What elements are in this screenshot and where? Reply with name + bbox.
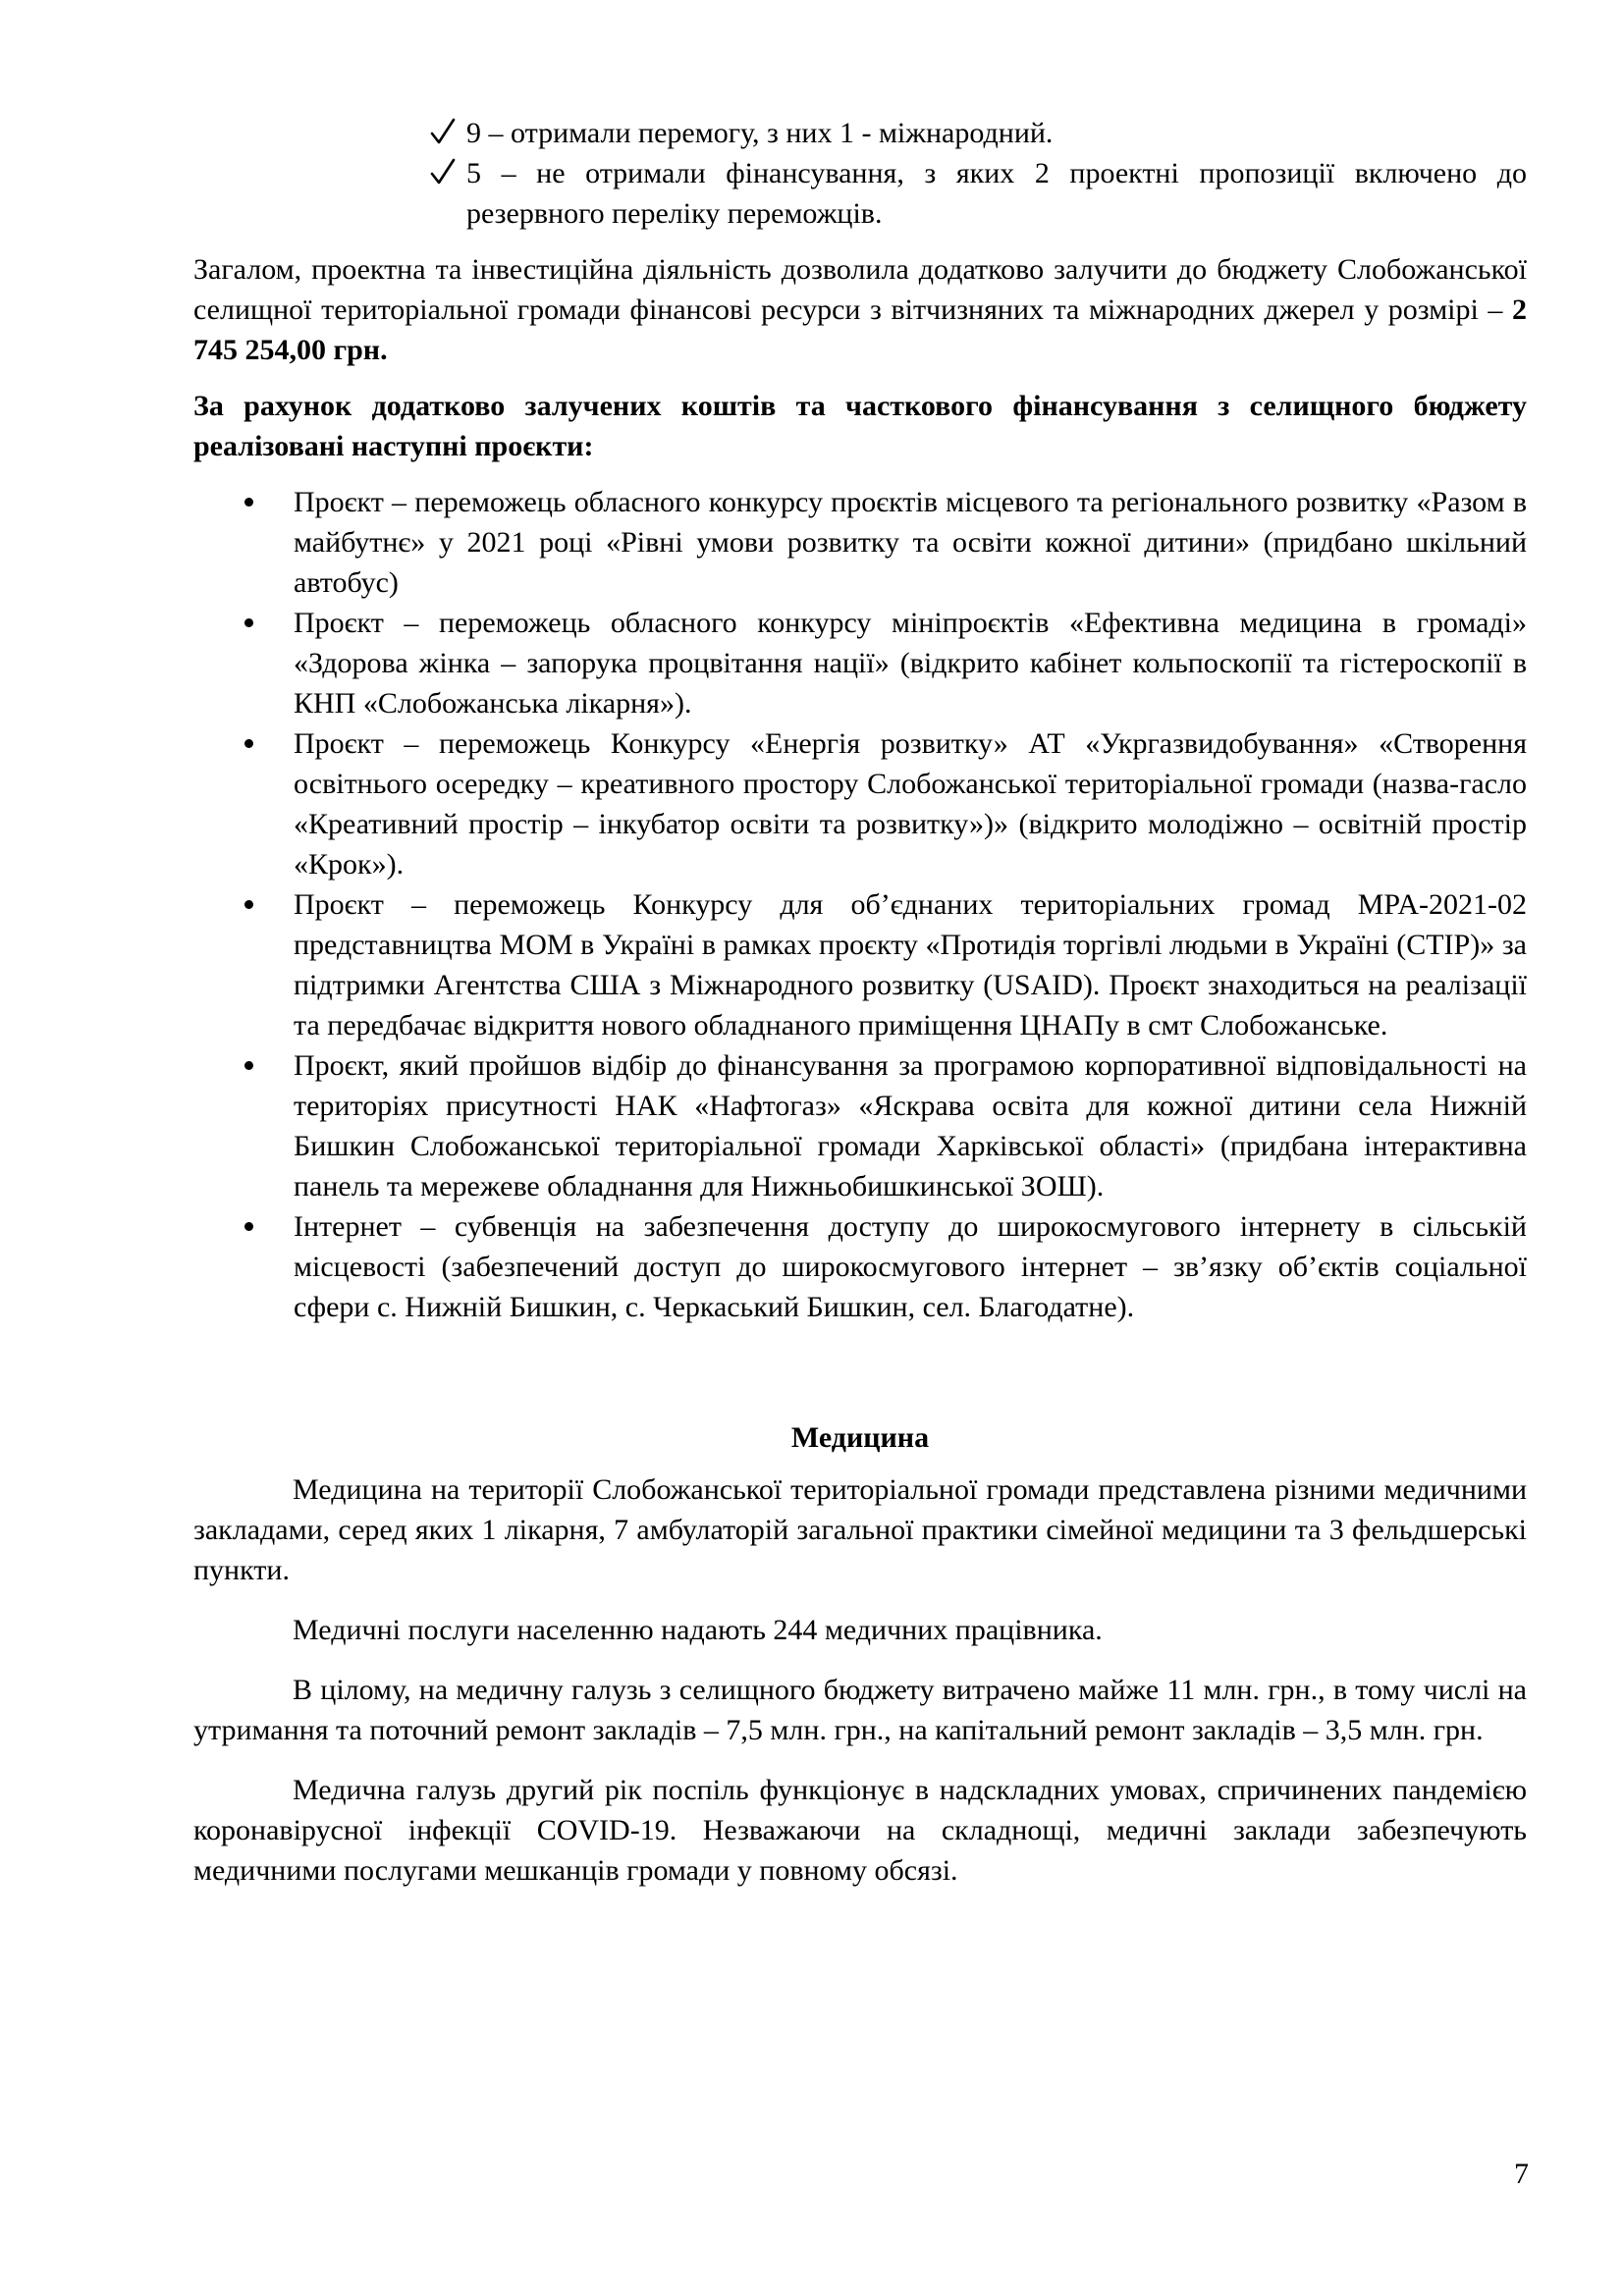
medicine-paragraph: Медична галузь другий рік поспіль функціонує в надскладних умовах, спричинених пандемією коронавірусної інфекції COVID-19. Незважаючи на складнощі, медичні заклади забезпечують медичними послугами мешканців громади у повному обсязі. <box>193 1774 1527 1887</box>
bullet-icon <box>244 900 253 909</box>
medicine-paragraph: Медицина на території Слобожанської територіальної громади представлена різними медичними закладами, серед яких 1 лікарня, 7 амбулаторій загальної практики сімейної медицини та 3 фельдшерські пункти. <box>193 1473 1527 1586</box>
project-item <box>193 884 1527 1045</box>
project-item-text: Проєкт, який пройшов відбір до фінансування за програмою корпоративної відповідальності на територіях присутності НАК «Нафтогаз» «Яскрава освіта для кожної дитини села Нижній Бишкин Слобожанської територіальної громади Харківської області» (придбана інтерактивна панель та мережеве обладнання для Нижньобишкинської ЗОШ). <box>294 1049 1527 1202</box>
summary-text: Загалом, проектна та інвестиційна діяльність дозволила додатково залучити до бюджету Слобожанської селищної територіальної громади фінансові ресурси з вітчизняних та міжнародних джерел у розмірі – <box>193 253 1527 326</box>
project-item-text: Інтернет – субвенція на забезпечення доступу до широкосмугового інтернету в сільській місцевості (забезпечений доступ до широкосмугового інтернет – зв’язку об’єктів соціальної сфери с. Нижній Бишкин, с. Черкаський Бишкин, сел. Благодатне). <box>294 1210 1527 1323</box>
checklist-item-text: 9 – отримали перемогу, з них 1 - міжнародний. <box>466 117 1054 149</box>
project-item <box>193 1045 1527 1206</box>
project-item-text: Проєкт – переможець Конкурсу «Енергія розвитку» АТ «Укргазвидобування» «Створення освітнього осередку – креативного простору Слобожанської територіальної громади (назва-гасло «Креативний простір – інкубатор освіти та розвитку»)» (відкрито молодіжно – освітній простір «Крок»). <box>294 727 1527 881</box>
page-number: 7 <box>1514 2158 1529 2190</box>
medicine-paragraph: Медичні послуги населенню надають 244 медичних працівника. <box>293 1614 1103 1646</box>
medicine-section-title: Медицина <box>790 1421 930 1454</box>
project-item-text: Проєкт – переможець обласного конкурсу мініпроєктів «Ефективна медицина в громаді» «Здорова жінка – запорука процвітання нації» (відкрито кабінет кольпоскопії та гістероскопії в КНП «Слобожанська лікарня»). <box>294 607 1527 720</box>
page-content <box>193 113 1527 1891</box>
project-item-text: Проєкт – переможець Конкурсу для об’єднаних територіальних громад MPA-2021-02 представництва МОМ в Україні в рамках проєкту «Протидія торгівлі людьми в Україні (CTIP)» за підтримки Агентства США з Міжнародного розвитку (USAID). Проєкт знаходиться на реалізації та передбачає відкриття нового обладнаного приміщення ЦНАПу в смт Слобожанське. <box>294 888 1527 1041</box>
project-item-text: Проєкт – переможець обласного конкурсу проєктів місцевого та регіонального розвитку «Разом в майбутнє» у 2021 році «Рівні умови розвитку та освіти кожної дитини» (придбано шкільний автобус) <box>294 486 1527 599</box>
summary-amount: 2 745 254,00 грн. <box>193 294 1527 366</box>
checkmark-icon <box>428 153 458 193</box>
checklist-item <box>193 153 1527 234</box>
bullet-icon <box>244 1222 253 1231</box>
checkmark-icon <box>428 113 458 153</box>
project-item <box>193 1206 1527 1327</box>
medicine-paragraph: В цілому, на медичну галузь з селищного бюджету витрачено майже 11 млн. грн., в тому числі на утримання та поточний ремонт закладів – 7,5 млн. грн., на капітальний ремонт закладів – 3,5 млн. грн. <box>193 1674 1527 1746</box>
bullet-icon <box>244 739 253 748</box>
project-item <box>193 603 1527 723</box>
projects-list <box>193 482 1527 1327</box>
projects-heading: За рахунок додатково залучених коштів та часткового фінансування з селищного бюджету реалізовані наступні проєкти: <box>193 390 1527 462</box>
project-item <box>193 482 1527 603</box>
summary-paragraph <box>193 249 1527 370</box>
bullet-icon <box>244 1061 253 1070</box>
checklist-item-text: 5 – не отримали фінансування, з яких 2 проектні пропозиції включено до резервного переліку переможців. <box>466 157 1527 230</box>
checklist-item <box>193 113 1527 153</box>
bullet-icon <box>244 498 253 507</box>
project-item <box>193 723 1527 884</box>
result-checklist <box>193 113 1527 234</box>
bullet-icon <box>244 618 253 627</box>
